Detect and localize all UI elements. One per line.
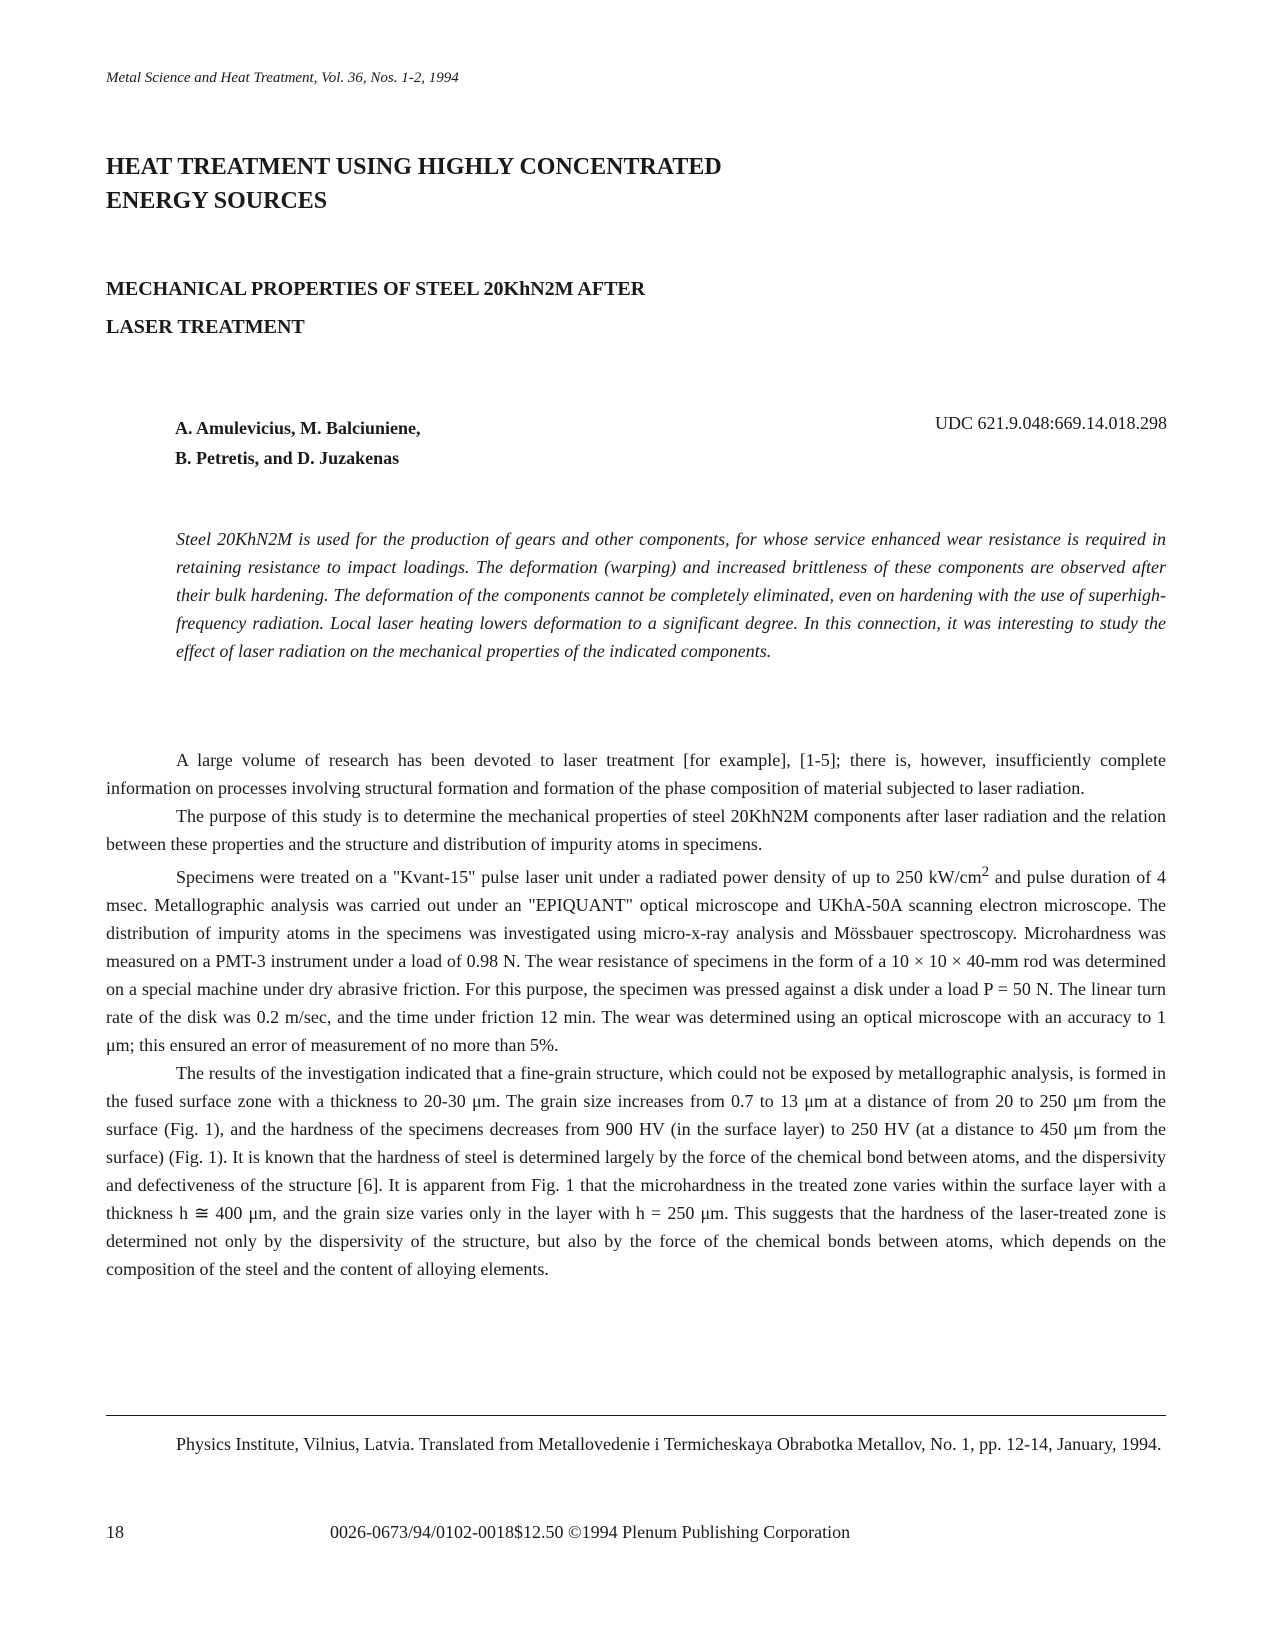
footnote: Physics Institute, Vilnius, Latvia. Translated from Metallovedenie i Termicheskaya Obrabotka Metallov, No. 1, pp. 12-14, January, 1994. bbox=[176, 1434, 1162, 1454]
section-title-line1: HEAT TREATMENT USING HIGHLY CONCENTRATED bbox=[106, 154, 722, 180]
udc-code: UDC 621.9.048:669.14.018.298 bbox=[934, 413, 1167, 433]
section-title bbox=[106, 150, 1006, 218]
page-number: 18 bbox=[106, 1522, 124, 1542]
authors-line2: B. Petretis, and D. Juzakenas bbox=[175, 448, 400, 468]
abstract: Steel 20KhN2M is used for the production of gears and other components, for whose service enhanced wear resistance is required in retaining resistance to impact loadings. The deformation (warping) and increased brittleness of these components are observed after their bulk hardening. The deformation of the components cannot be completely eliminated, even on hardening with the use of superhigh-frequency radiation. Local laser heating lowers deformation to a significant degree. In this connection, it was interesting to study the effect of laser radiation on the mechanical properties of the indicated components. bbox=[176, 529, 1166, 661]
section-title-line2: ENERGY SOURCES bbox=[106, 188, 328, 214]
paragraph-3 bbox=[106, 858, 1166, 1059]
journal-header: Metal Science and Heat Treatment, Vol. 36, Nos. 1-2, 1994 bbox=[106, 70, 459, 86]
superscript-2: 2 bbox=[981, 864, 990, 880]
article-title-line1: MECHANICAL PROPERTIES OF STEEL 20KhN2M AFTER bbox=[106, 278, 646, 300]
paragraph-3-part-b: and pulse duration of 4 msec. Metallographic analysis was carried out under an "EPIQUANT" optical microscope and UKhA-50A scanning electron microscope. The distribution of impurity atoms in the specimens was investigated using micro-x-ray analysis and Mössbauer spectroscopy. Microhardness was measured on a PMT-3 instrument under a load of 0.98 N. The wear resistance of specimens in the form of a 10 × 10 × 40-mm rod was determined on a special machine under dry abrasive friction. For this purpose, the specimen was pressed against a disk under a load P = 50 N. The linear turn rate of the disk was 0.2 m/sec, and the time under friction 12 min. The wear was determined using an optical microscope with an accuracy to 1 μm; this ensured an error of measurement of no more than 5%. bbox=[106, 867, 1166, 1055]
authors-line1: A. Amulevicius, M. Balciuniene, bbox=[175, 418, 421, 438]
paragraph-1: A large volume of research has been devoted to laser treatment [for example], [1-5]; there is, however, insufficiently complete information on processes involving structural formation and formation of the phase composition of material subjected to laser radiation. bbox=[106, 750, 1166, 798]
copyright-line: 0026-0673/94/0102-0018$12.50 ©1994 Plenum Publishing Corporation bbox=[330, 1522, 851, 1542]
footnote-divider bbox=[106, 1415, 1166, 1416]
body-text bbox=[106, 746, 1166, 1283]
article-title bbox=[106, 270, 1006, 346]
paragraph-4: The results of the investigation indicated that a fine-grain structure, which could not be exposed by metallographic analysis, is formed in the fused surface zone with a thickness to 20-30 μm. The grain size increases from 0.7 to 13 μm at a distance of from 20 to 250 μm from the surface (Fig. 1), and the hardness of the specimens decreases from 900 HV (in the surface layer) to 250 HV (at a distance to 450 μm from the surface) (Fig. 1). It is known that the hardness of steel is determined largely by the force of the chemical bond between atoms, and the dispersivity and defectiveness of the structure [6]. It is apparent from Fig. 1 that the microhardness in the treated zone varies within the surface layer with a thickness h ≅ 400 μm, and the grain size varies only in the layer with h = 250 μm. This suggests that the hardness of the laser-treated zone is determined not only by the dispersivity of the structure, but also by the force of the chemical bonds between atoms, which depends on the composition of the steel and the content of alloying elements. bbox=[106, 1063, 1166, 1279]
authors bbox=[175, 413, 421, 473]
paragraph-3-part-a: Specimens were treated on a "Kvant-15" pulse laser unit under a radiated power density of up to 250 kW/cm bbox=[176, 867, 982, 887]
article-title-line2: LASER TREATMENT bbox=[106, 316, 305, 338]
paragraph-2: The purpose of this study is to determine the mechanical properties of steel 20KhN2M components after laser radiation and the relation between these properties and the structure and distribution of impurity atoms in specimens. bbox=[106, 806, 1166, 854]
